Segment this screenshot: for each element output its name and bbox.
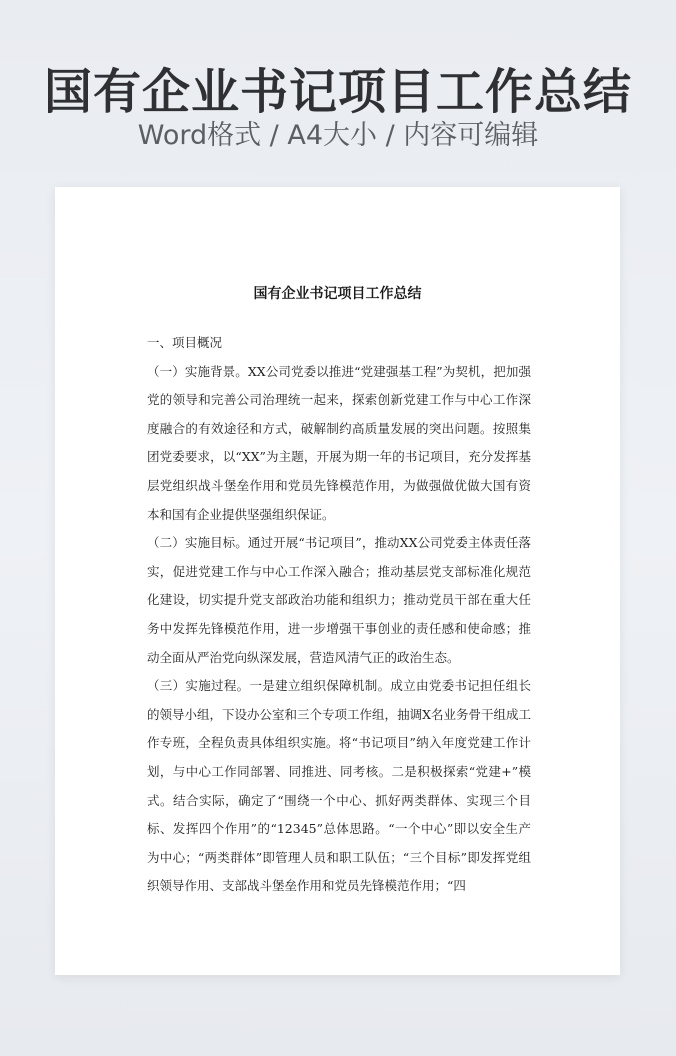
paragraph-background: （一）实施背景。XX公司党委以推进“党建强基工程”为契机，把加强党的领导和完善公司治理统一起来，探索创新党建工作与中心工作深度融合的有效途径和方式，破解制约高质量发展的突出问题。按照集团党委要求，以“XX”为主题，开展为期一年的书记项目，充分发挥基层党组织战斗堡垒作用和党员先锋模范作用，为做强做优做大国有资本和国有企业提供坚强组织保证。 [147,363,531,522]
banner-subtitle: Word格式 / A4大小 / 内容可编辑 [137,120,539,151]
banner [0,0,676,180]
paragraph-process: （三）实施过程。一是建立组织保障机制。成立由党委书记担任组长的领导小组，下设办公室和三个专项工作组，抽调X名业务骨干组成工作专班，全程负责具体组织实施。将“书记项目”纳入年度党建工作计划，与中心工作同部署、同推进、同考核。二是积极探索“党建+”模式。结合实际，确定了“围绕一个中心、抓好两类群体、实现三个目标、发挥四个作用”的“12345”总体思路。“一个中心”即以安全生产为中心；“两类群体”即管理人员和职工队伍；“三个目标”即发挥党组织领导作用、支部战斗堡垒作用和党员先锋模范作用；“四 [147,678,531,894]
banner-title: 国有企业书记项目工作总结 [43,64,632,120]
document-page [55,187,620,975]
section-heading: 一、项目概况 [147,335,223,350]
paragraph-objectives: （二）实施目标。通过开展“书记项目”，推动XX公司党委主体责任落实，促进党建工作与中心工作深入融合；推动基层党支部标准化规范化建设，切实提升党支部政治功能和组织力；推动党员干部在重大任务中发挥先锋模范作用，进一步增强干事创业的责任感和使命感；推动全面从严治党向纵深发展，营造风清气正的政治生态。 [147,535,531,665]
document-body [147,329,531,894]
document-title: 国有企业书记项目工作总结 [253,286,422,302]
